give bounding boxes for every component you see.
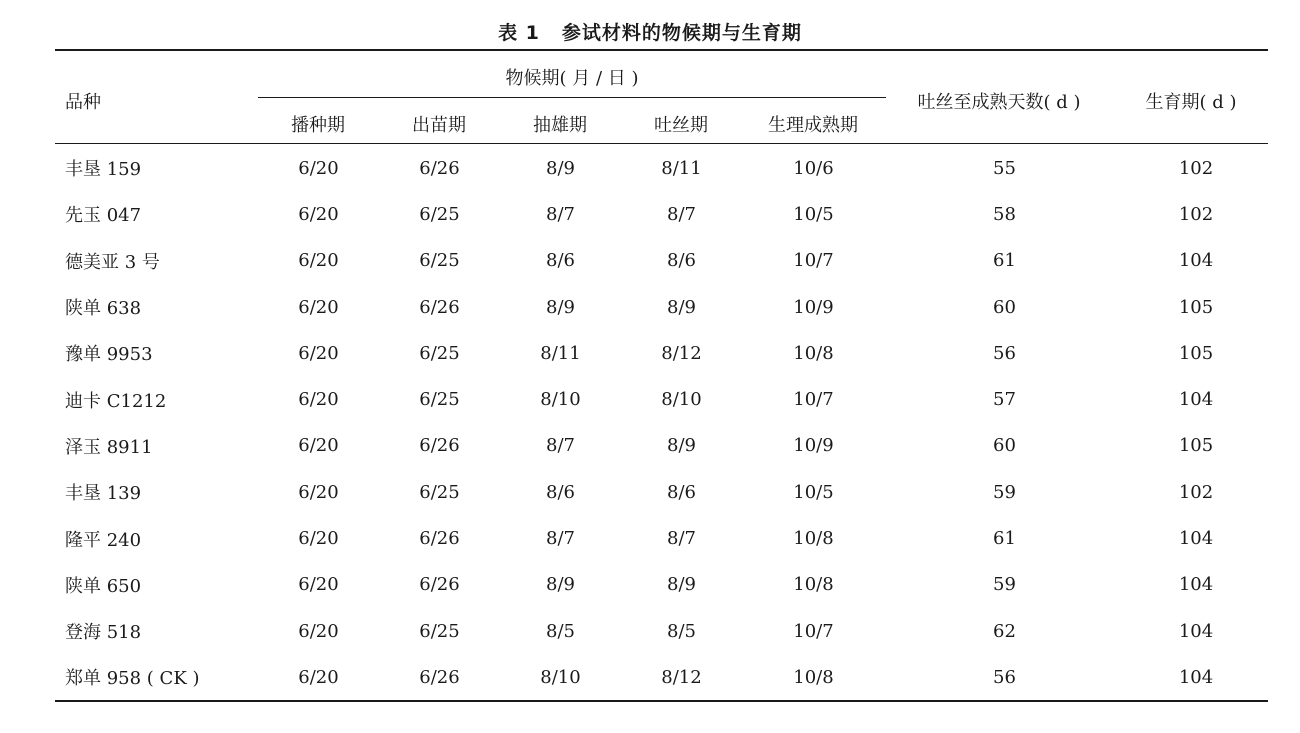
cell-sowing: 6/20 bbox=[298, 481, 339, 503]
cell-growth-days: 104 bbox=[1178, 620, 1214, 642]
cell-silking: 8/7 bbox=[667, 203, 696, 225]
cell-silk-days: 59 bbox=[993, 481, 1016, 503]
cell-tasseling: 8/9 bbox=[546, 157, 575, 179]
cell-tasseling: 8/7 bbox=[546, 203, 575, 225]
table-row bbox=[55, 469, 1268, 515]
table-row bbox=[55, 191, 1268, 237]
cell-variety: 陕单 650 bbox=[65, 575, 142, 597]
table-body bbox=[55, 145, 1268, 701]
cell-emergence: 6/26 bbox=[419, 435, 460, 457]
cell-maturity: 10/5 bbox=[793, 481, 834, 503]
cell-silk-days: 56 bbox=[993, 666, 1016, 688]
table-row bbox=[55, 515, 1268, 561]
cell-sowing: 6/20 bbox=[298, 157, 339, 179]
table-row bbox=[55, 284, 1268, 330]
cell-maturity: 10/8 bbox=[793, 342, 834, 364]
cell-growth-days: 105 bbox=[1178, 296, 1214, 318]
table-row bbox=[55, 145, 1268, 191]
bottom-rule bbox=[55, 700, 1268, 702]
cell-silking: 8/10 bbox=[661, 389, 702, 411]
cell-sowing: 6/20 bbox=[298, 574, 339, 596]
cell-variety: 陕单 638 bbox=[65, 298, 142, 320]
cell-sowing: 6/20 bbox=[298, 296, 339, 318]
cell-tasseling: 8/11 bbox=[540, 342, 581, 364]
cell-growth-days: 102 bbox=[1178, 481, 1214, 503]
cell-variety: 郑单 958 ( CK ) bbox=[65, 668, 200, 690]
cell-tasseling: 8/7 bbox=[546, 528, 575, 550]
cell-silking: 8/9 bbox=[667, 574, 696, 596]
header-bottom-rule bbox=[55, 143, 1268, 144]
cell-variety: 迪卡 C1212 bbox=[65, 390, 167, 412]
cell-sowing: 6/20 bbox=[298, 389, 339, 411]
header-tasseling: 抽雄期 bbox=[533, 115, 587, 136]
cell-sowing: 6/20 bbox=[298, 620, 339, 642]
cell-variety: 丰垦 159 bbox=[65, 159, 142, 181]
cell-silking: 8/12 bbox=[661, 342, 702, 364]
header-growth-period: 生育期( d ) bbox=[1145, 92, 1237, 113]
cell-tasseling: 8/5 bbox=[546, 620, 575, 642]
cell-silking: 8/5 bbox=[667, 620, 696, 642]
table-row bbox=[55, 376, 1268, 422]
top-rule bbox=[55, 49, 1268, 51]
cell-emergence: 6/26 bbox=[419, 666, 460, 688]
cell-tasseling: 8/6 bbox=[546, 250, 575, 272]
cell-sowing: 6/20 bbox=[298, 666, 339, 688]
cell-silk-days: 61 bbox=[993, 250, 1016, 272]
cell-growth-days: 102 bbox=[1178, 203, 1214, 225]
table-title bbox=[0, 18, 1300, 45]
cell-emergence: 6/25 bbox=[419, 250, 460, 272]
cell-emergence: 6/25 bbox=[419, 203, 460, 225]
header-silking: 吐丝期 bbox=[654, 115, 708, 136]
table-row bbox=[55, 330, 1268, 376]
cell-silk-days: 59 bbox=[993, 574, 1016, 596]
cell-silk-days: 61 bbox=[993, 528, 1016, 550]
cell-variety: 豫单 9953 bbox=[65, 344, 153, 366]
cell-silk-days: 62 bbox=[993, 620, 1016, 642]
cell-maturity: 10/7 bbox=[793, 389, 834, 411]
cell-tasseling: 8/10 bbox=[540, 389, 581, 411]
cell-growth-days: 104 bbox=[1178, 250, 1214, 272]
cell-maturity: 10/8 bbox=[793, 528, 834, 550]
cell-variety: 德美亚 3 号 bbox=[65, 251, 160, 273]
cell-growth-days: 105 bbox=[1178, 342, 1214, 364]
cell-silk-days: 57 bbox=[993, 389, 1016, 411]
header-emergence: 出苗期 bbox=[412, 115, 466, 136]
cell-emergence: 6/25 bbox=[419, 481, 460, 503]
header-sowing: 播种期 bbox=[291, 115, 345, 136]
table-row bbox=[55, 562, 1268, 608]
cell-silking: 8/11 bbox=[661, 157, 702, 179]
header-phenology-group: 物候期( 月 / 日 ) bbox=[505, 68, 639, 89]
cell-growth-days: 105 bbox=[1178, 435, 1214, 457]
table-row bbox=[55, 238, 1268, 284]
cell-tasseling: 8/9 bbox=[546, 296, 575, 318]
cell-silking: 8/12 bbox=[661, 666, 702, 688]
cell-maturity: 10/6 bbox=[793, 157, 834, 179]
cell-variety: 泽玉 8911 bbox=[65, 436, 153, 458]
cell-sowing: 6/20 bbox=[298, 528, 339, 550]
cell-growth-days: 104 bbox=[1178, 574, 1214, 596]
table-row bbox=[55, 608, 1268, 654]
table-row bbox=[55, 423, 1268, 469]
table-number: 表 1 bbox=[498, 22, 540, 44]
cell-maturity: 10/9 bbox=[793, 296, 834, 318]
header-silk-to-maturity: 吐丝至成熟天数( d ) bbox=[917, 92, 1081, 113]
cell-sowing: 6/20 bbox=[298, 203, 339, 225]
cell-maturity: 10/8 bbox=[793, 574, 834, 596]
cell-emergence: 6/25 bbox=[419, 620, 460, 642]
table-row bbox=[55, 654, 1268, 700]
phenology-table bbox=[55, 145, 1268, 701]
cell-growth-days: 104 bbox=[1178, 389, 1214, 411]
cell-silk-days: 55 bbox=[993, 157, 1016, 179]
cell-emergence: 6/25 bbox=[419, 342, 460, 364]
cell-silking: 8/9 bbox=[667, 435, 696, 457]
cell-maturity: 10/5 bbox=[793, 203, 834, 225]
cell-maturity: 10/7 bbox=[793, 250, 834, 272]
cell-sowing: 6/20 bbox=[298, 435, 339, 457]
cell-maturity: 10/7 bbox=[793, 620, 834, 642]
cell-silking: 8/6 bbox=[667, 250, 696, 272]
cell-tasseling: 8/10 bbox=[540, 666, 581, 688]
cell-variety: 丰垦 139 bbox=[65, 483, 142, 505]
table-caption: 参试材料的物候期与生育期 bbox=[561, 22, 802, 44]
cell-emergence: 6/26 bbox=[419, 296, 460, 318]
cell-sowing: 6/20 bbox=[298, 250, 339, 272]
cell-emergence: 6/25 bbox=[419, 389, 460, 411]
cell-sowing: 6/20 bbox=[298, 342, 339, 364]
cell-variety: 先玉 047 bbox=[65, 205, 142, 227]
cell-growth-days: 104 bbox=[1178, 666, 1214, 688]
cell-tasseling: 8/7 bbox=[546, 435, 575, 457]
cell-silk-days: 60 bbox=[993, 296, 1016, 318]
cell-maturity: 10/9 bbox=[793, 435, 834, 457]
cell-variety: 登海 518 bbox=[65, 622, 142, 644]
cell-silking: 8/6 bbox=[667, 481, 696, 503]
cell-silking: 8/9 bbox=[667, 296, 696, 318]
header-sub-rule bbox=[258, 97, 886, 98]
cell-tasseling: 8/6 bbox=[546, 481, 575, 503]
cell-emergence: 6/26 bbox=[419, 574, 460, 596]
cell-silk-days: 60 bbox=[993, 435, 1016, 457]
cell-silk-days: 58 bbox=[993, 203, 1016, 225]
cell-growth-days: 104 bbox=[1178, 528, 1214, 550]
cell-emergence: 6/26 bbox=[419, 157, 460, 179]
cell-maturity: 10/8 bbox=[793, 666, 834, 688]
cell-silking: 8/7 bbox=[667, 528, 696, 550]
cell-tasseling: 8/9 bbox=[546, 574, 575, 596]
cell-variety: 隆平 240 bbox=[65, 529, 142, 551]
header-maturity: 生理成熟期 bbox=[768, 115, 858, 136]
cell-silk-days: 56 bbox=[993, 342, 1016, 364]
cell-emergence: 6/26 bbox=[419, 528, 460, 550]
cell-growth-days: 102 bbox=[1178, 157, 1214, 179]
header-variety: 品种 bbox=[65, 92, 101, 113]
